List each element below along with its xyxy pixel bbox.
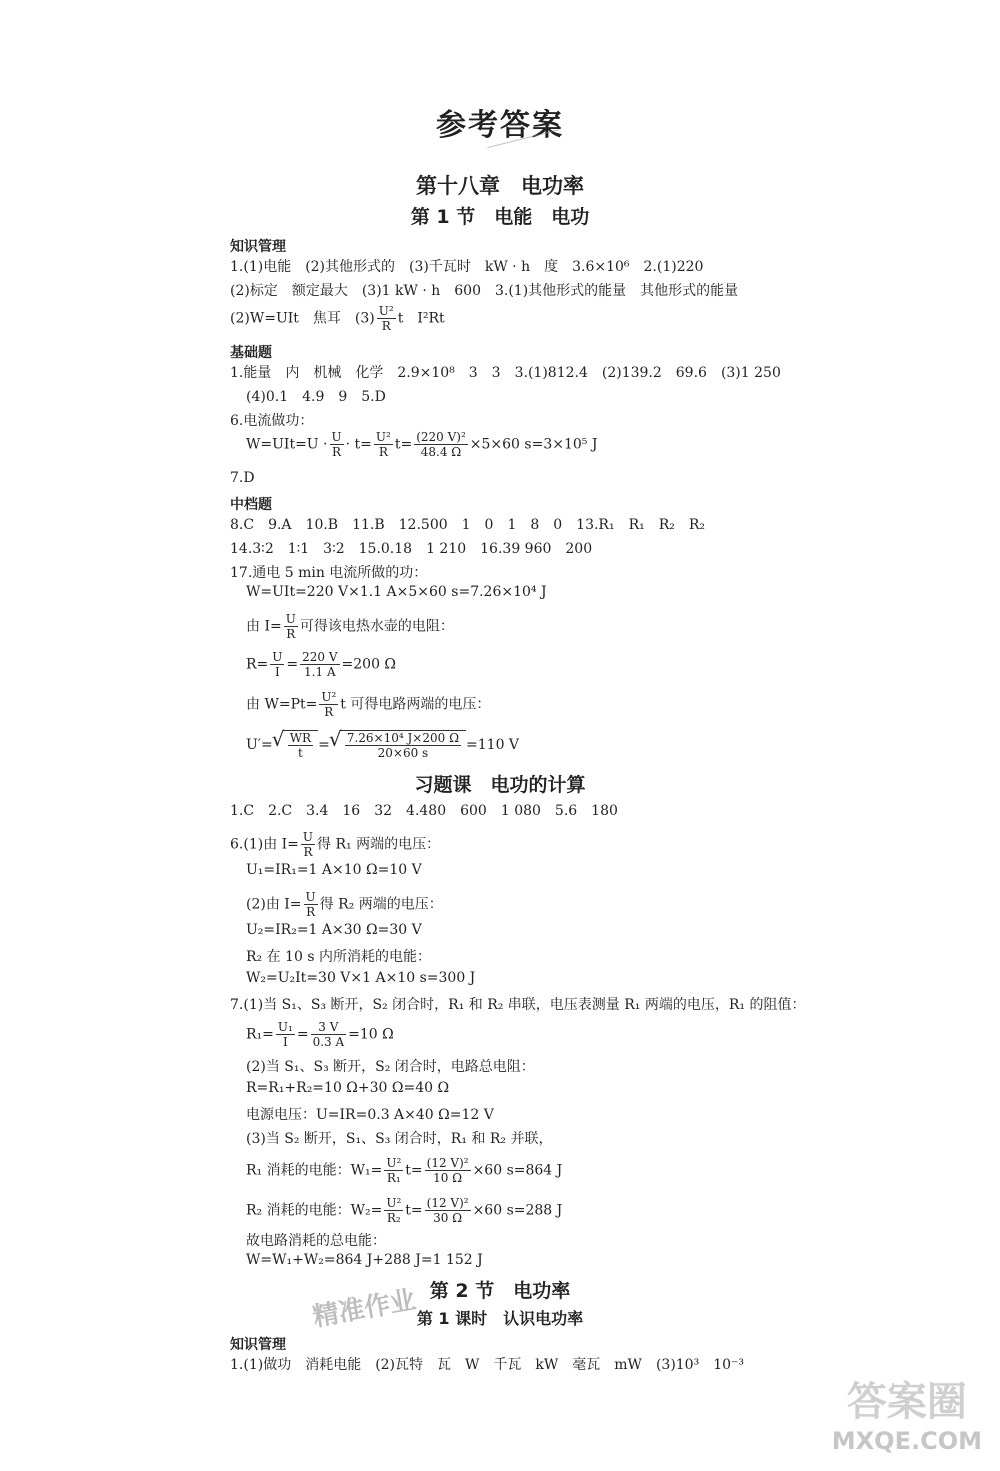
formula-line: U′= √ $\frac{WR}{t}$ = √ $\frac{\text{7.26×10⁴ J×200 Ω}}{20\times 60 s}$ =110 V <box>246 730 519 760</box>
formula-line: W₂=U₂It=30 V×1 A×10 s=300 J <box>246 970 476 986</box>
chapter-title: 第十八章 电功率 <box>416 174 584 198</box>
answer-line: (2)当 S₁、S₃ 断开，S₂ 闭合时，电路总电阻： <box>246 1059 535 1075</box>
answer-line: 7.D <box>230 470 255 486</box>
formula-line: W=UIt=U · $\frac{U}{R}$ · t= $\frac{\text{U²}}{R}$ t= $\frac{\text{(220 V)²}}{48.4 \Omega}$ ×5×60 s=3×10⁵ J <box>246 430 598 459</box>
answer-line: (2)标定 额定最大 (3)1 kW · h 600 3.(1)其他形式的能量 其他形式的能量 <box>230 283 739 299</box>
lesson-title: 第 1 课时 认识电功率 <box>416 1309 584 1328</box>
answer-line: 14.3∶2 1∶1 3∶2 15.0.18 1 210 16.39 960 200 <box>230 541 593 557</box>
answer-line: 17.通电 5 min 电流所做的功： <box>230 565 428 581</box>
formula-line: W=UIt=220 V×1.1 A×5×60 s=7.26×10⁴ J <box>246 584 547 600</box>
formula-line: R=R₁+R₂=10 Ω+30 Ω=40 Ω <box>246 1080 450 1096</box>
answer-line: (3)当 S₂ 断开，S₁、S₃ 闭合时，R₁ 和 R₂ 并联， <box>246 1131 553 1147</box>
formula-line: (2)由 I= $\frac{U}{R}$ 得 R₂ 两端的电压： <box>246 890 443 919</box>
formula-line: 电源电压：U=IR=0.3 A×40 Ω=12 V <box>246 1107 494 1123</box>
basic-heading: 基础题 <box>230 345 272 361</box>
answer-line: 7.(1)当 S₁、S₃ 断开，S₂ 闭合时，R₁ 和 R₂ 串联，电压表测量 R₁ 两端的电压，R₁ 的阻值： <box>230 997 806 1013</box>
knowledge-heading: 知识管理 <box>230 239 286 255</box>
mid-heading: 中档题 <box>230 497 272 513</box>
answer-line: 1.能量 内 机械 化学 2.9×10⁸ 3 3 3.(1)812.4 (2)139.2 69.6 (3)1 250 <box>230 365 781 381</box>
answer-line: 1.(1)电能 (2)其他形式的 (3)千瓦时 kW · h 度 3.6×10⁶ 2.(1)220 <box>230 259 704 275</box>
formula-line: R₁ 消耗的电能：W₁= $\frac{\text{U²}}{\text{R₁}}$ t= $\frac{\text{(12 V)²}}{10 \Omega}$ ×60 s=864 J <box>246 1156 563 1185</box>
answer-line: 6.电流做功： <box>230 413 314 429</box>
formula-line: R= $\frac{U}{I}$ = $\frac{220 V}{1.1 A}$ =200 Ω <box>246 650 397 679</box>
answer-line: 1.(1)做功 消耗电能 (2)瓦特 瓦 W 千瓦 kW 毫瓦 mW (3)10³ 10⁻³ <box>230 1357 745 1373</box>
knowledge-heading-2: 知识管理 <box>230 1337 286 1353</box>
section-title: 第 1 节 电能 电功 <box>410 206 590 228</box>
formula-line: 由 W=Pt= $\frac{\text{U²}}{R}$ t 可得电路两端的电压： <box>246 690 491 719</box>
section-title-2: 第 2 节 电功率 <box>429 1280 571 1302</box>
exercise-title: 习题课 电功的计算 <box>414 774 586 796</box>
fraction: $\frac{\text{U²}}{R}$ <box>378 304 394 333</box>
answer-line: 8.C 9.A 10.B 11.B 12.500 1 0 1 8 0 13.R₁ R₁ R₂ R₂ <box>230 517 706 533</box>
answer-line: 1.C 2.C 3.4 16 32 4.480 600 1 080 5.6 180 <box>230 803 618 819</box>
formula-line: U₁=IR₁=1 A×10 Ω=10 V <box>246 862 422 878</box>
formula-line: U₂=IR₂=1 A×30 Ω=30 V <box>246 922 422 938</box>
answer-line: R₂ 在 10 s 内所消耗的电能： <box>246 949 431 965</box>
formula-line: R₁= $\frac{\text{U₁}}{I}$ = $\frac{3 V}{0.3 A}$ =10 Ω <box>246 1020 394 1049</box>
formula-line: W=W₁+W₂=864 J+288 J=1 152 J <box>246 1252 483 1268</box>
page-title: 参考答案 <box>436 108 564 143</box>
answer-line: 故电路消耗的总电能： <box>246 1233 386 1249</box>
answer-line: (2)W=UIt 焦耳 (3) $\frac{\text{U²}}{R}$ t I²Rt <box>230 304 445 333</box>
formula-line: R₂ 消耗的电能：W₂= $\frac{\text{U²}}{\text{R₂}}$ t= $\frac{\text{(12 V)²}}{30 \Omega}$ ×60 s=288 J <box>246 1196 563 1225</box>
watermark-text: 精准作业 <box>310 1285 419 1333</box>
formula-line: 6.(1)由 I= $\frac{U}{R}$ 得 R₁ 两端的电压： <box>230 830 441 859</box>
formula-line: 由 I= $\frac{U}{R}$ 可得该电热水壶的电阻： <box>246 612 454 641</box>
answer-line: (4)0.1 4.9 9 5.D <box>246 389 386 405</box>
watermark-logo: 答案圈 MXQE.COM <box>831 1379 982 1455</box>
